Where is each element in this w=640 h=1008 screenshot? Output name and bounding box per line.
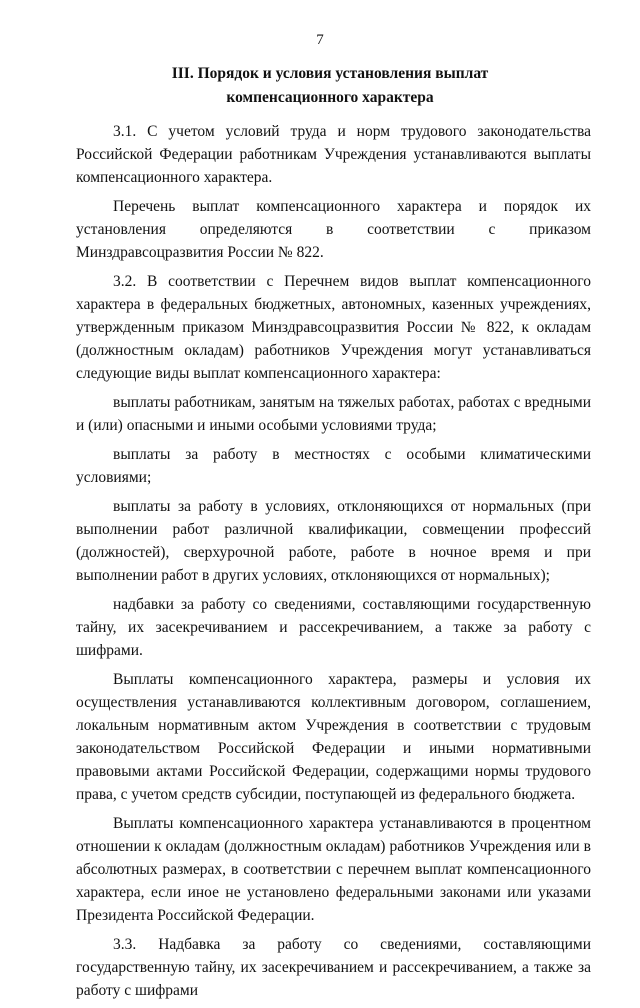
section-heading	[60, 62, 600, 110]
page-number: 7	[316, 32, 324, 48]
section-heading-line-2: компенсационного характера	[226, 89, 434, 106]
paragraph-percentage-basis: Выплаты компенсационного характера устанавливаются в процентном отношении к окладам (должностным окладам) работников Учреждения или в абсолютных размерах, в соответствии с перечнем выплат компенсационного характера, если иное не установлено федеральными законами или указами Президента Российской Федерации.	[76, 815, 591, 924]
paragraph-3-1: 3.1. С учетом условий труда и норм трудового законодательства Российской Федерации работникам Учреждения устанавливаются выплаты компенсационного характера.	[76, 123, 591, 186]
section-heading-line-1: III. Порядок и условия установления выплат	[171, 65, 489, 82]
paragraph-state-secret-allowance: надбавки за работу со сведениями, составляющими государственную тайну, их засекречиванием и рассекречиванием, а также за работу с шифрами.	[76, 596, 591, 659]
body-text	[76, 120, 591, 1008]
paragraph-3-3: 3.3. Надбавка за работу со сведениями, составляющими государственную тайну, их засекречиванием и рассекречиванием, а также за работу с шифрами	[76, 936, 591, 999]
paragraph-climate-conditions: выплаты за работу в местностях с особыми климатическими условиями;	[76, 446, 591, 486]
paragraph-3-2: 3.2. В соответствии с Перечнем видов выплат компенсационного характера в федеральных бюджетных, автономных, казенных учреждениях, утвержденным приказом Минздравсоцразвития России № 822, к окладам (должностным окладам) работников Учреждения могут устанавливаться следующие виды выплат компенсационного характера:	[76, 273, 591, 382]
paragraph-deviating-conditions: выплаты за работу в условиях, отклоняющихся от нормальных (при выполнении работ различной квалификации, совмещении профессий (должностей), сверхурочной работе, работе в ночное время и при выполнении работ в других условиях, отклоняющихся от нормальных);	[76, 498, 591, 584]
paragraph-list-of-payments: Перечень выплат компенсационного характера и порядок их установления определяются в соответствии с приказом Минздравсоцразвития России № 822.	[76, 198, 591, 261]
paragraph-payment-conditions: Выплаты компенсационного характера, размеры и условия их осуществления устанавливаются коллективным договором, соглашением, локальным нормативным актом Учреждения в соответствии с трудовым законодательством Российской Федерации и иными нормативными правовыми актами Российской Федерации, содержащими нормы трудового права, с учетом средств субсидии, поступающей из федерального бюджета.	[76, 671, 591, 803]
paragraph-hazardous-work: выплаты работникам, занятым на тяжелых работах, работах с вредными и (или) опасными и иными особыми условиями труда;	[76, 394, 591, 434]
